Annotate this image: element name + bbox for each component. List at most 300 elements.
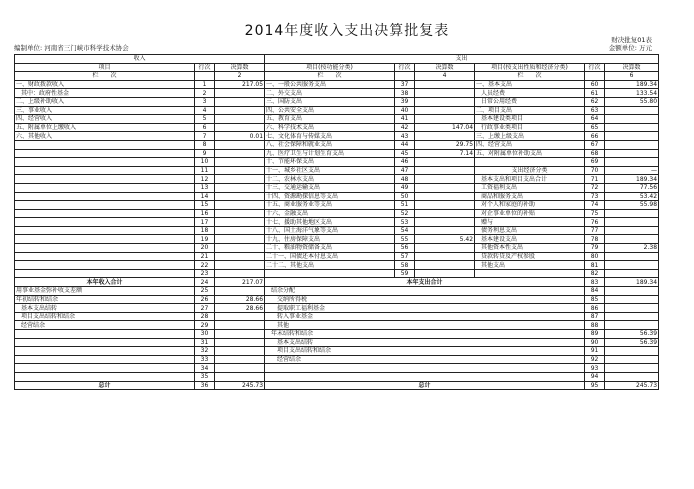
table-row (15, 330, 659, 339)
income-value (215, 244, 265, 253)
func-expense-value: 147.04 (415, 123, 475, 132)
distribution-value (605, 304, 659, 313)
income-row-num: 1 (195, 80, 215, 89)
func-expense-item: 十二、农林水支出 (265, 175, 395, 184)
ci-label: 次 (335, 72, 342, 80)
distribution-row-num: 84 (585, 287, 605, 296)
func-expense-value (415, 269, 475, 278)
econ-expense-item: 贷款转贷及产权参股 (475, 252, 585, 261)
distribution-value: 56.39 (605, 330, 659, 339)
func-expense-value (415, 97, 475, 106)
func-expense-value (415, 175, 475, 184)
econ-expense-value (605, 106, 659, 115)
income-item (15, 201, 195, 210)
func-row-num: 49 (395, 183, 415, 192)
balance-item (15, 364, 195, 373)
distribution-item: 其他 (265, 321, 585, 330)
income-value (215, 252, 265, 261)
table-row (15, 166, 659, 175)
table-row (15, 192, 659, 201)
income-value (215, 106, 265, 115)
econ-expense-item: 二、项目支出 (475, 106, 585, 115)
func-expense-value (415, 89, 475, 98)
econ-expense-value (605, 235, 659, 244)
distribution-value (605, 295, 659, 304)
func-expense-value (415, 218, 475, 227)
econ-expense-item: 五、对附属单位补助支出 (475, 149, 585, 158)
func-row-num: 50 (395, 192, 415, 201)
func-row-num: 47 (395, 166, 415, 175)
income-total-label: 本年收入合计 (15, 278, 195, 287)
table-row (15, 89, 659, 98)
lan-label: 栏 (517, 72, 524, 80)
distribution-value (605, 355, 659, 364)
func-expense-item: 十六、金融支出 (265, 209, 395, 218)
ci-label: 次 (110, 72, 117, 80)
distribution-item (265, 372, 585, 381)
econ-expense-value: 133.54 (605, 89, 659, 98)
income-item (15, 183, 195, 192)
func-expense-value: 5.42 (415, 235, 475, 244)
col-func-item: 项目(按功能分类) (265, 63, 395, 72)
income-item (15, 244, 195, 253)
income-value (215, 140, 265, 149)
income-row-num: 14 (195, 192, 215, 201)
econ-expense-item (475, 158, 585, 167)
distribution-item: 提取职工福利基金 (265, 304, 585, 313)
table-row (15, 201, 659, 210)
table-row (15, 312, 659, 321)
balance-row-num: 31 (195, 338, 215, 347)
table-row (15, 252, 659, 261)
econ-expense-item: 三、上缴上级支出 (475, 132, 585, 141)
econ-expense-value: 55.80 (605, 97, 659, 106)
balance-row-num: 27 (195, 304, 215, 313)
econ-row-num: 74 (585, 201, 605, 210)
func-expense-value (415, 209, 475, 218)
balance-item (15, 338, 195, 347)
expense-header: 支出 (265, 55, 659, 64)
expense-total-value: 189.34 (605, 278, 659, 287)
income-value (215, 175, 265, 184)
econ-row-num: 63 (585, 106, 605, 115)
income-value (215, 183, 265, 192)
func-expense-item (265, 269, 395, 278)
table-row (15, 115, 659, 124)
income-row-num: 3 (195, 97, 215, 106)
table-row (15, 347, 659, 356)
income-item (15, 261, 195, 270)
distribution-item: 年末结转和结余 (265, 330, 585, 339)
econ-expense-value (605, 158, 659, 167)
income-row-num: 4 (195, 106, 215, 115)
table-row (15, 123, 659, 132)
balance-item: 用事业基金弥补收支差额 (15, 287, 195, 296)
distribution-value (605, 372, 659, 381)
func-row-num: 57 (395, 252, 415, 261)
distribution-row-num: 85 (585, 295, 605, 304)
balance-item (15, 347, 195, 356)
table-row (15, 140, 659, 149)
grand-total-row-right: 95 (585, 381, 605, 390)
grand-total-value-left: 245.73 (215, 381, 265, 390)
col-budget: 决算数 (415, 63, 475, 72)
income-value (215, 149, 265, 158)
col-num-6: 6 (605, 72, 659, 81)
table-row (15, 295, 659, 304)
func-expense-item: 九、医疗卫生与计划生育支出 (265, 149, 395, 158)
balance-row-num: 30 (195, 330, 215, 339)
func-expense-value (415, 192, 475, 201)
income-row-num: 5 (195, 115, 215, 124)
table-row (15, 97, 659, 106)
econ-row-num: 80 (585, 252, 605, 261)
table-row (15, 244, 659, 253)
econ-expense-value: 189.34 (605, 80, 659, 89)
func-expense-value (415, 261, 475, 270)
income-item: 六、其他收入 (15, 132, 195, 141)
func-expense-value (415, 166, 475, 175)
section-header-row (15, 55, 659, 64)
econ-row-num: 79 (585, 244, 605, 253)
econ-row-num: 66 (585, 132, 605, 141)
econ-row-num: 60 (585, 80, 605, 89)
func-expense-item: 六、科学技术支出 (265, 123, 395, 132)
balance-item: 项目支出结转和结余 (15, 312, 195, 321)
econ-row-num: 82 (585, 269, 605, 278)
econ-row-num: 78 (585, 235, 605, 244)
table-row (15, 355, 659, 364)
econ-row-num: 73 (585, 192, 605, 201)
econ-expense-value (605, 140, 659, 149)
func-row-num: 38 (395, 89, 415, 98)
func-expense-value (415, 115, 475, 124)
income-item: 二、上级补助收入 (15, 97, 195, 106)
distribution-row-num: 93 (585, 364, 605, 373)
income-item (15, 209, 195, 218)
distribution-value (605, 321, 659, 330)
econ-expense-value (605, 115, 659, 124)
func-expense-value (415, 183, 475, 192)
econ-expense-item: 其他支出 (475, 261, 585, 270)
func-expense-item: 十三、交通运输支出 (265, 183, 395, 192)
econ-expense-item: 基本支出和项目支出合计 (475, 175, 585, 184)
econ-expense-value: 2.38 (605, 244, 659, 253)
balance-value (215, 355, 265, 364)
income-value: 217.05 (215, 80, 265, 89)
table-row (15, 338, 659, 347)
econ-expense-item: 一、基本支出 (475, 80, 585, 89)
distribution-value (605, 287, 659, 296)
income-value (215, 269, 265, 278)
func-row-num: 46 (395, 158, 415, 167)
balance-item: 年初结转和结余 (15, 295, 195, 304)
col-row: 行次 (585, 63, 605, 72)
income-value (215, 89, 265, 98)
income-row-num: 20 (195, 244, 215, 253)
econ-expense-value: 55.98 (605, 201, 659, 210)
balance-row-num: 35 (195, 372, 215, 381)
grand-total-row-left: 36 (195, 381, 215, 390)
econ-row-num: 67 (585, 140, 605, 149)
income-value (215, 235, 265, 244)
table-row (15, 269, 659, 278)
func-expense-value (415, 158, 475, 167)
income-item (15, 252, 195, 261)
balance-value (215, 287, 265, 296)
col-row: 行次 (195, 63, 215, 72)
income-row-num: 19 (195, 235, 215, 244)
income-value (215, 209, 265, 218)
income-total-row (15, 278, 659, 287)
balance-value (215, 338, 265, 347)
balance-row-num: 26 (195, 295, 215, 304)
column-header-row (15, 63, 659, 72)
balance-item (15, 355, 195, 364)
func-row-num: 59 (395, 269, 415, 278)
econ-row-num: 77 (585, 226, 605, 235)
balance-row-num: 25 (195, 287, 215, 296)
lan-label: 栏 (317, 72, 324, 80)
balance-item (15, 330, 195, 339)
func-row-num: 44 (395, 140, 415, 149)
form-code: 财决批复01表 (611, 36, 652, 44)
table-row (15, 149, 659, 158)
econ-expense-value: 53.42 (605, 192, 659, 201)
econ-expense-value (605, 269, 659, 278)
func-expense-value: 7.14 (415, 149, 475, 158)
econ-expense-value: 77.56 (605, 183, 659, 192)
income-value (215, 201, 265, 210)
econ-expense-item: 债务利息支出 (475, 226, 585, 235)
income-item: 四、经营收入 (15, 115, 195, 124)
econ-expense-item: 对个人和家庭的补助 (475, 201, 585, 210)
distribution-row-num: 90 (585, 338, 605, 347)
table-row (15, 175, 659, 184)
table-row (15, 218, 659, 227)
distribution-item (265, 364, 585, 373)
func-row-num: 54 (395, 226, 415, 235)
distribution-item: 转入事业基金 (265, 312, 585, 321)
econ-row-num: 69 (585, 158, 605, 167)
econ-expense-item: 支出经济分类 (475, 166, 585, 175)
econ-expense-value (605, 252, 659, 261)
econ-row-num: 75 (585, 209, 605, 218)
func-expense-item: 八、社会保障和就业支出 (265, 140, 395, 149)
econ-expense-item: 日常公用经费 (475, 97, 585, 106)
income-item (15, 140, 195, 149)
func-expense-value (415, 80, 475, 89)
income-row-num: 11 (195, 166, 215, 175)
econ-expense-item: 四、经营支出 (475, 140, 585, 149)
lan-ci-cell (15, 72, 195, 81)
page-title: 2014年度收入支出决算批复表 (244, 23, 450, 39)
func-expense-item: 七、文化体育与传媒支出 (265, 132, 395, 141)
income-item (15, 192, 195, 201)
balance-value: 28.66 (215, 304, 265, 313)
func-expense-item: 二十、粮油物资储备支出 (265, 244, 395, 253)
empty-cell (195, 72, 215, 81)
econ-row-num: 81 (585, 261, 605, 270)
income-item (15, 175, 195, 184)
table-row (15, 80, 659, 89)
func-expense-value: 29.75 (415, 140, 475, 149)
func-expense-item: 三、国防支出 (265, 97, 395, 106)
func-row-num: 37 (395, 80, 415, 89)
income-row-num: 12 (195, 175, 215, 184)
econ-expense-value (605, 261, 659, 270)
econ-row-num: 76 (585, 218, 605, 227)
col-budget: 决算数 (215, 63, 265, 72)
balance-value (215, 372, 265, 381)
distribution-row-num: 87 (585, 312, 605, 321)
econ-expense-value (605, 226, 659, 235)
table-row (15, 106, 659, 115)
table-row (15, 261, 659, 270)
col-row: 行次 (395, 63, 415, 72)
func-expense-value (415, 226, 475, 235)
func-row-num: 52 (395, 209, 415, 218)
income-row-num: 22 (195, 261, 215, 270)
balance-row-num: 29 (195, 321, 215, 330)
econ-row-num: 65 (585, 123, 605, 132)
grand-total-value-right: 245.73 (605, 381, 659, 390)
lan-ci-cell (265, 72, 395, 81)
income-item (15, 158, 195, 167)
table-row (15, 209, 659, 218)
income-value (215, 97, 265, 106)
func-row-num: 43 (395, 132, 415, 141)
money-unit: 金额单位: 万元 (608, 44, 652, 52)
func-row-num: 42 (395, 123, 415, 132)
income-value (215, 158, 265, 167)
econ-expense-item: 行政事业类项目 (475, 123, 585, 132)
income-row-num: 7 (195, 132, 215, 141)
distribution-row-num: 89 (585, 330, 605, 339)
balance-value (215, 364, 265, 373)
econ-row-num: 62 (585, 97, 605, 106)
settlement-table (14, 54, 659, 390)
income-value (215, 166, 265, 175)
expense-total-row-num: 83 (585, 278, 605, 287)
econ-expense-item: 基本建设支出 (475, 235, 585, 244)
empty-cell (395, 72, 415, 81)
income-row-num: 23 (195, 269, 215, 278)
table-row (15, 158, 659, 167)
balance-item: 经营结余 (15, 321, 195, 330)
expense-total-label: 本年支出合计 (265, 278, 585, 287)
func-row-num: 45 (395, 149, 415, 158)
func-expense-value (415, 201, 475, 210)
grand-total-label-right: 总计 (265, 381, 585, 390)
income-item: 三、事业收入 (15, 106, 195, 115)
income-value (215, 261, 265, 270)
income-value (215, 123, 265, 132)
func-expense-item: 十七、援助其他地区支出 (265, 218, 395, 227)
grand-total-row (15, 381, 659, 390)
table-row (15, 183, 659, 192)
balance-value (215, 312, 265, 321)
econ-expense-item: 基本建设类项目 (475, 115, 585, 124)
income-header: 收入 (15, 55, 265, 64)
func-row-num: 40 (395, 106, 415, 115)
func-expense-item: 十八、国土海洋气象等支出 (265, 226, 395, 235)
col-econ-item: 项目(按支出性质和经济分类) (475, 63, 585, 72)
table-row (15, 226, 659, 235)
econ-expense-item: 商品和服务支出 (475, 192, 585, 201)
func-row-num: 58 (395, 261, 415, 270)
balance-row-num: 32 (195, 347, 215, 356)
table-row (15, 304, 659, 313)
column-number-row (15, 72, 659, 81)
func-row-num: 53 (395, 218, 415, 227)
income-row-num: 18 (195, 226, 215, 235)
balance-row-num: 34 (195, 364, 215, 373)
balance-row-num: 33 (195, 355, 215, 364)
income-item: 五、附属单位上缴收入 (15, 123, 195, 132)
income-value: 0.01 (215, 132, 265, 141)
econ-row-num: 64 (585, 115, 605, 124)
income-value (215, 226, 265, 235)
income-total-value: 217.07 (215, 278, 265, 287)
grand-total-label-left: 总计 (15, 381, 195, 390)
econ-expense-item: 对企事业单位的补贴 (475, 209, 585, 218)
econ-expense-value (605, 123, 659, 132)
distribution-item: 交纳所得税 (265, 295, 585, 304)
col-num-1: 2 (215, 72, 265, 81)
table-row (15, 287, 659, 296)
func-expense-item: 十一、城乡社区支出 (265, 166, 395, 175)
func-expense-item: 二十二、其他支出 (265, 261, 395, 270)
econ-row-num: 72 (585, 183, 605, 192)
econ-expense-item (475, 269, 585, 278)
income-item (15, 166, 195, 175)
income-item (15, 226, 195, 235)
distribution-value (605, 364, 659, 373)
func-expense-item: 十、节能环保支出 (265, 158, 395, 167)
func-expense-item: 二、外交支出 (265, 89, 395, 98)
balance-item: 基本支出结转 (15, 304, 195, 313)
table-row (15, 132, 659, 141)
table-row (15, 364, 659, 373)
func-expense-item: 二十一、国债还本付息支出 (265, 252, 395, 261)
income-row-num: 15 (195, 201, 215, 210)
func-expense-item: 五、教育支出 (265, 115, 395, 124)
empty-cell (585, 72, 605, 81)
income-value (215, 115, 265, 124)
income-item: 一、财政拨款收入 (15, 80, 195, 89)
econ-row-num: 68 (585, 149, 605, 158)
func-expense-item: 四、公共安全支出 (265, 106, 395, 115)
table-row (15, 321, 659, 330)
econ-row-num: 70 (585, 166, 605, 175)
func-expense-item: 十九、住房保障支出 (265, 235, 395, 244)
econ-expense-item: 赠与 (475, 218, 585, 227)
ci-label: 次 (535, 72, 542, 80)
func-expense-item: 十五、商业服务业等支出 (265, 201, 395, 210)
income-value (215, 218, 265, 227)
distribution-value: 56.39 (605, 338, 659, 347)
econ-expense-item: 其他资本性支出 (475, 244, 585, 253)
func-expense-item: 十四、资源勘探信息等支出 (265, 192, 395, 201)
balance-value (215, 347, 265, 356)
func-expense-value (415, 252, 475, 261)
distribution-item: 项目支出结转和结余 (265, 347, 585, 356)
func-expense-value (415, 106, 475, 115)
income-value (215, 192, 265, 201)
econ-row-num: 61 (585, 89, 605, 98)
income-row-num: 13 (195, 183, 215, 192)
